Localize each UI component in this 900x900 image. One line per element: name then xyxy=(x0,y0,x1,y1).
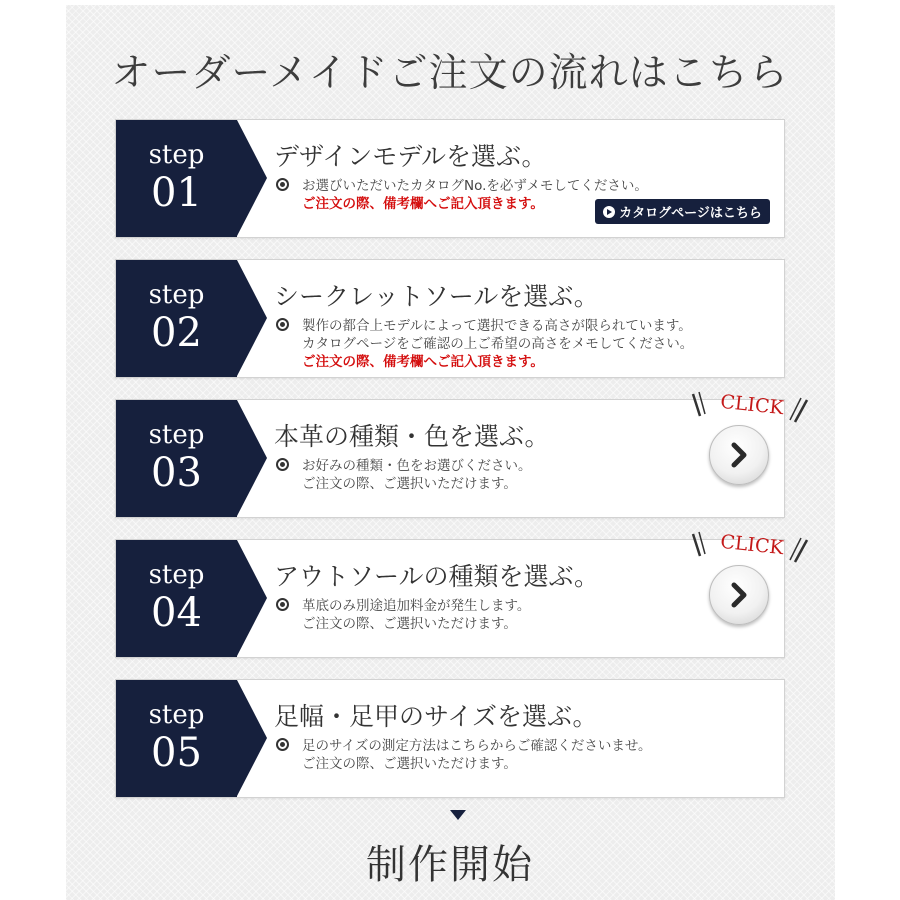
step-number: 04 xyxy=(151,590,202,636)
step-01-card xyxy=(115,119,785,238)
step-number: 03 xyxy=(151,450,202,496)
click-label: CLICK xyxy=(719,530,785,560)
step-01-badge xyxy=(116,120,237,237)
click-circle-button[interactable] xyxy=(709,565,769,625)
step-02-note: 製作の都合上モデルによって選択できる高さが限られています。 xyxy=(302,318,692,334)
step-01-heading: デザインモデルを選ぶ。 xyxy=(274,142,547,171)
step-05-note-2: ご注文の際、ご選択いただけます。 xyxy=(302,756,517,772)
production-start-label: 制作開始 xyxy=(366,842,534,888)
step-label: step xyxy=(148,700,205,730)
play-icon xyxy=(603,206,615,218)
click-label: CLICK xyxy=(719,390,785,420)
step-04-click-button[interactable] xyxy=(687,530,811,630)
step-label: step xyxy=(148,420,205,450)
chevron-right-icon xyxy=(710,566,768,624)
step-number: 02 xyxy=(151,310,202,356)
step-number: 05 xyxy=(151,730,202,776)
step-04-card xyxy=(115,530,785,658)
catalog-page-button-label: カタログページはこちら xyxy=(619,206,762,221)
chevron-right-icon xyxy=(710,426,768,484)
bullet-icon xyxy=(276,178,289,191)
step-02-heading: シークレットソールを選ぶ。 xyxy=(274,282,599,311)
down-arrow-icon xyxy=(450,810,466,820)
step-03-note-2: ご注文の際、ご選択いただけます。 xyxy=(302,476,517,492)
bullet-icon xyxy=(276,598,289,611)
step-02-card xyxy=(115,259,785,378)
step-04-badge xyxy=(116,540,237,657)
step-04-heading: アウトソールの種類を選ぶ。 xyxy=(274,562,600,591)
step-02-note-2: カタログページをご確認の上ご希望の高さをメモしてください。 xyxy=(302,336,694,352)
step-03-badge xyxy=(116,400,237,517)
step-label: step xyxy=(148,140,205,170)
catalog-page-button[interactable] xyxy=(595,199,770,224)
step-03-card xyxy=(115,390,785,518)
step-03-heading: 本革の種類・色を選ぶ。 xyxy=(274,422,550,451)
bullet-icon xyxy=(276,458,289,471)
step-label: step xyxy=(148,560,205,590)
step-03-note: お好みの種類・色をお選びください。 xyxy=(302,458,532,474)
step-label: step xyxy=(148,280,205,310)
step-05-heading: 足幅・足甲のサイズを選ぶ。 xyxy=(274,702,598,731)
step-03-click-button[interactable] xyxy=(687,390,811,490)
bullet-icon xyxy=(276,738,289,751)
bullet-icon xyxy=(276,318,289,331)
step-04-note: 革底のみ別途追加料金が発生します。 xyxy=(302,598,531,614)
page-title: オーダーメイドご注文の流れはこちら xyxy=(111,51,789,96)
step-05-badge xyxy=(116,680,237,797)
step-number: 01 xyxy=(151,170,202,216)
step-04-note-2: ご注文の際、ご選択いただけます。 xyxy=(302,616,517,632)
step-01-note: お選びいただいたカタログNo.を必ずメモしてください。 xyxy=(302,178,648,194)
step-01-red-note: ご注文の際、備考欄へご記入頂きます。 xyxy=(302,196,544,212)
click-circle-button[interactable] xyxy=(709,425,769,485)
step-02-red-note: ご注文の際、備考欄へご記入頂きます。 xyxy=(302,354,544,370)
step-05-note: 足のサイズの測定方法はこちらからご確認くださいませ。 xyxy=(302,738,652,754)
step-05-card xyxy=(115,679,785,798)
step-02-badge xyxy=(116,260,237,377)
